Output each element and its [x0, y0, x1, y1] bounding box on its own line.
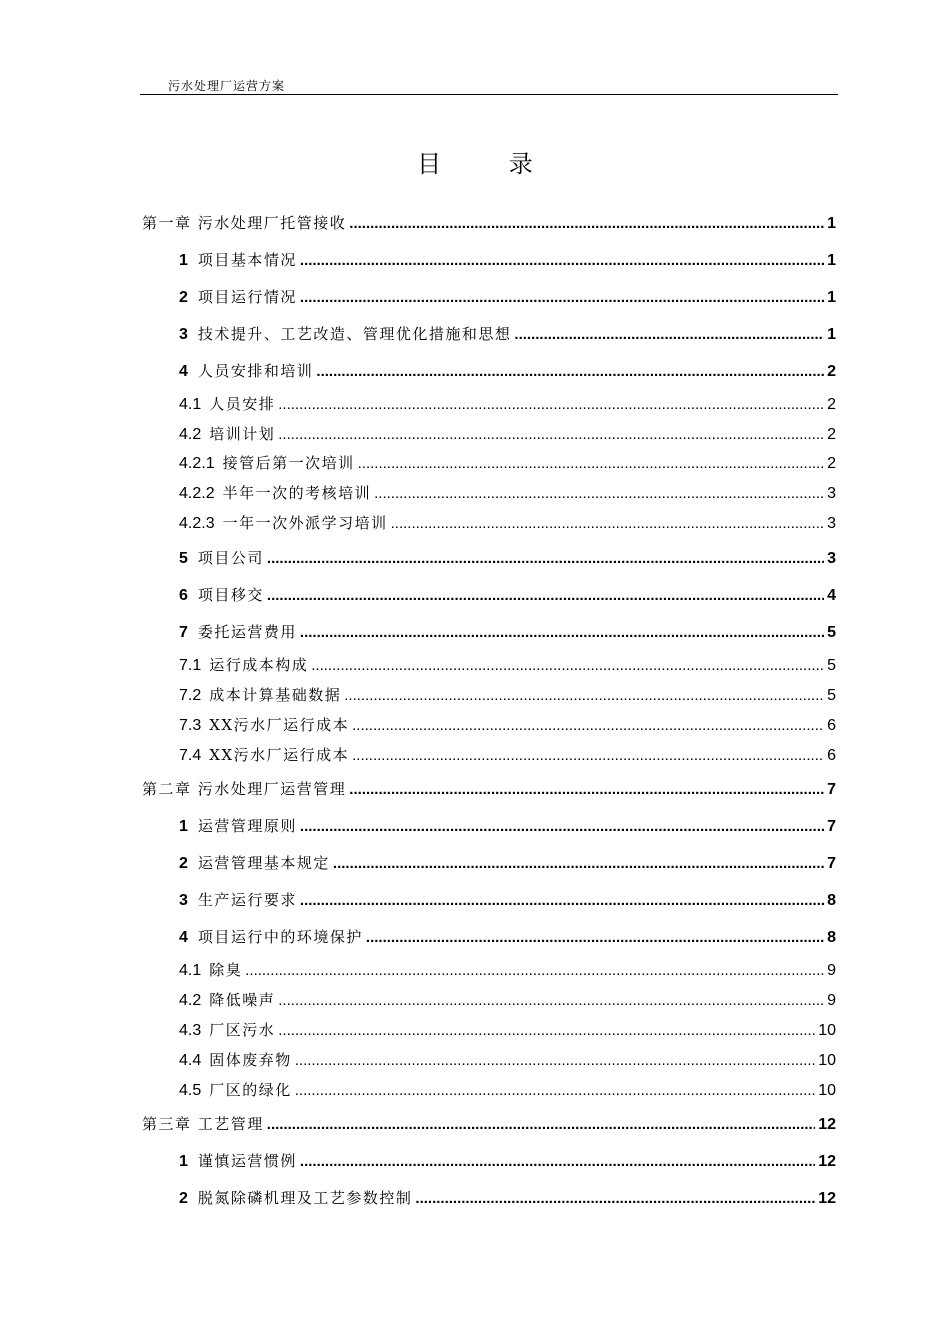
- toc-entry-number: 2: [179, 289, 188, 306]
- toc-entry-label: [179, 547, 264, 570]
- toc-entry-label: [179, 654, 308, 677]
- toc-entry-text: 谨慎运营惯例: [197, 1152, 297, 1170]
- toc-entry-number: 4: [179, 363, 188, 380]
- toc-entry-text: 第三章 工艺管理: [142, 1115, 264, 1133]
- toc-entry-label: [142, 212, 346, 234]
- toc-entry-number: 1: [179, 252, 188, 269]
- toc-entry-number: 4.5: [179, 1082, 202, 1099]
- toc-page-number: 5: [827, 657, 836, 674]
- toc-page-number: 6: [827, 747, 836, 764]
- toc-entry-text: 培训计划: [209, 425, 276, 443]
- toc-entry-text: 降低噪声: [209, 991, 276, 1009]
- toc-page-number: 7: [827, 781, 836, 798]
- toc-leader-dots: [300, 622, 824, 644]
- toc-page-number: 2: [827, 426, 836, 443]
- toc-leader-dots: [278, 394, 824, 416]
- toc-entry[interactable]: [179, 1150, 836, 1172]
- toc-entry-text: 接管后第一次培训: [222, 454, 355, 472]
- toc-entry-label: [179, 1150, 297, 1173]
- toc-page-number: 1: [827, 252, 836, 269]
- toc-entry[interactable]: [179, 1019, 836, 1041]
- toc-entry-number: 1: [179, 1153, 188, 1170]
- toc-entry-number: 4.2.3: [179, 515, 215, 532]
- toc-page-number: 3: [827, 550, 836, 567]
- toc-leader-dots: [300, 250, 824, 272]
- toc-entry-label: [179, 286, 297, 309]
- toc-entry-text: XX污水厂运行成本: [209, 746, 350, 764]
- toc-entry-label: [179, 621, 297, 644]
- toc-entry-label: [179, 815, 297, 838]
- toc-entry-text: 项目运行中的环境保护: [197, 928, 363, 946]
- toc-entry[interactable]: [179, 1187, 836, 1209]
- toc-entry[interactable]: [179, 815, 836, 837]
- toc-entry-text: 运行成本构成: [209, 656, 309, 674]
- toc-entry-text: 人员安排和培训: [197, 362, 314, 380]
- toc-leader-dots: [295, 1050, 815, 1072]
- toc-entry-label: [179, 852, 330, 875]
- toc-page-number: 7: [827, 855, 836, 872]
- toc-page-number: 10: [818, 1022, 836, 1039]
- toc-leader-dots: [352, 715, 824, 737]
- toc-entry-text: 固体废弃物: [209, 1051, 292, 1069]
- toc-page-number: 5: [827, 687, 836, 704]
- toc-entry-text: 一年一次外派学习培训: [222, 514, 388, 532]
- toc-leader-dots: [349, 213, 824, 235]
- toc-entry-number: 4.2: [179, 992, 202, 1009]
- toc-entry-text: 成本计算基础数据: [209, 686, 342, 704]
- toc-entry-label: [179, 714, 349, 737]
- toc-entry-text: 半年一次的考核培训: [222, 484, 372, 502]
- toc-page-number: 1: [827, 215, 836, 232]
- toc-entry-number: 7.3: [179, 717, 202, 734]
- toc-leader-dots: [278, 424, 824, 446]
- toc-leader-dots: [300, 287, 824, 309]
- toc-entry-text: 生产运行要求: [197, 891, 297, 909]
- toc-page-number: 2: [827, 455, 836, 472]
- toc-entry-label: [179, 1019, 275, 1042]
- toc-entry[interactable]: [179, 1079, 836, 1101]
- toc-title: 目 录: [417, 150, 563, 178]
- toc-leader-dots: [358, 453, 824, 475]
- toc-page-number: 8: [827, 929, 836, 946]
- toc-entry-number: 7.2: [179, 687, 202, 704]
- toc-page-number: 7: [827, 818, 836, 835]
- toc-entry-text: 运营管理基本规定: [197, 854, 330, 872]
- toc-leader-dots: [311, 655, 824, 677]
- toc-page-number: 10: [818, 1052, 836, 1069]
- toc-entry-text: 第一章 污水处理厂托管接收: [142, 214, 347, 232]
- toc-leader-dots: [415, 1188, 815, 1210]
- toc-page-number: 12: [818, 1153, 836, 1170]
- toc-entry[interactable]: [179, 547, 836, 569]
- toc-entry-label: [179, 684, 341, 707]
- toc-entry-number: 5: [179, 550, 188, 567]
- header-title: 污水处理厂运营方案: [168, 79, 286, 93]
- toc-entry-text: 厂区污水: [209, 1021, 276, 1039]
- toc-entry[interactable]: [179, 714, 836, 736]
- toc-entry-text: 脱氮除磷机理及工艺参数控制: [197, 1189, 413, 1207]
- toc-entry-text: 厂区的绿化: [209, 1081, 292, 1099]
- toc-entry-number: 4.2: [179, 426, 202, 443]
- toc-entry[interactable]: [142, 1113, 836, 1135]
- toc-leader-dots: [267, 585, 824, 607]
- toc-page-number: 3: [827, 515, 836, 532]
- toc-entry[interactable]: [179, 512, 836, 534]
- toc-entry[interactable]: [179, 852, 836, 874]
- toc-page-number: 1: [827, 326, 836, 343]
- toc-entry-number: 7.1: [179, 657, 202, 674]
- toc-leader-dots: [245, 960, 824, 982]
- toc-leader-dots: [352, 745, 824, 767]
- toc-entry-number: 1: [179, 818, 188, 835]
- toc-entry[interactable]: [179, 584, 836, 606]
- toc-page-number: 8: [827, 892, 836, 909]
- toc-page-number: 4: [827, 587, 836, 604]
- toc-entry-text: XX污水厂运行成本: [209, 716, 350, 734]
- toc-entry-text: 项目运行情况: [197, 288, 297, 306]
- toc-entry-text: 项目基本情况: [197, 251, 297, 269]
- toc-entry-number: 4.4: [179, 1052, 202, 1069]
- toc-entry-number: 3: [179, 326, 188, 343]
- toc-entry-number: 4: [179, 929, 188, 946]
- toc-entry-text: 除臭: [209, 961, 243, 979]
- toc-entry[interactable]: [179, 654, 836, 676]
- toc-leader-dots: [267, 1114, 815, 1136]
- toc-entry[interactable]: [179, 482, 836, 504]
- toc-entry-text: 项目移交: [197, 586, 264, 604]
- toc-entry-text: 运营管理原则: [197, 817, 297, 835]
- toc-entry-number: 2: [179, 855, 188, 872]
- toc-leader-dots: [300, 890, 824, 912]
- toc-entry-label: [179, 249, 297, 272]
- toc-leader-dots: [366, 927, 824, 949]
- toc-leader-dots: [295, 1080, 815, 1102]
- toc-entry-number: 2: [179, 1190, 188, 1207]
- toc-entry-label: [179, 959, 242, 982]
- toc-entry-number: 3: [179, 892, 188, 909]
- toc-entry-text: 第二章 污水处理厂运营管理: [142, 780, 347, 798]
- toc-entry[interactable]: [179, 926, 836, 948]
- toc-entry-number: 4.3: [179, 1022, 202, 1039]
- toc-entry-text: 人员安排: [209, 395, 276, 413]
- toc-leader-dots: [333, 853, 824, 875]
- toc-entry[interactable]: [179, 744, 836, 766]
- toc-page-number: 12: [818, 1116, 836, 1133]
- toc-leader-dots: [278, 990, 824, 1012]
- toc-entry-number: 6: [179, 587, 188, 604]
- toc-entry[interactable]: [179, 286, 836, 308]
- toc-entry-label: [179, 1187, 412, 1210]
- toc-page-number: 10: [818, 1082, 836, 1099]
- toc-leader-dots: [514, 324, 824, 346]
- toc-entry-label: [179, 744, 349, 767]
- toc-entry[interactable]: [179, 959, 836, 981]
- toc-entry[interactable]: [179, 989, 836, 1011]
- toc-entry-number: 7: [179, 624, 188, 641]
- toc-leader-dots: [344, 685, 824, 707]
- toc-entry-number: 4.2.1: [179, 455, 215, 472]
- toc-page-number: 3: [827, 485, 836, 502]
- toc-entry-label: [179, 482, 371, 505]
- toc-entry-label: [179, 926, 363, 949]
- toc-entry[interactable]: [179, 323, 836, 345]
- toc-page-number: 2: [827, 363, 836, 380]
- toc-entry-text: 技术提升、工艺改造、管理优化措施和思想: [197, 325, 512, 343]
- toc-entry[interactable]: [179, 452, 836, 474]
- toc-entry-label: [179, 512, 388, 535]
- toc-entry[interactable]: [179, 1049, 836, 1071]
- toc-entry-label: [179, 889, 297, 912]
- toc-leader-dots: [374, 483, 824, 505]
- toc-entry[interactable]: [179, 889, 836, 911]
- toc-entry-label: [179, 360, 313, 383]
- toc-page-number: 1: [827, 289, 836, 306]
- toc-entry-text: 委托运营费用: [197, 623, 297, 641]
- toc-entry[interactable]: [142, 212, 836, 234]
- toc-leader-dots: [267, 548, 824, 570]
- toc-page-number: 6: [827, 717, 836, 734]
- toc-entry-number: 4.2.2: [179, 485, 215, 502]
- toc-leader-dots: [300, 816, 824, 838]
- toc-leader-dots: [391, 513, 824, 535]
- toc-entry[interactable]: [179, 360, 836, 382]
- toc-entry-label: [179, 1049, 292, 1072]
- toc-entry-label: [142, 1113, 264, 1135]
- toc-page-number: 9: [827, 962, 836, 979]
- toc-entry[interactable]: [179, 621, 836, 643]
- toc-page-number: 9: [827, 992, 836, 1009]
- toc-entry-text: 项目公司: [197, 549, 264, 567]
- toc-entry-label: [179, 989, 275, 1012]
- toc-entry[interactable]: [142, 778, 836, 800]
- toc-page-number: 5: [827, 624, 836, 641]
- toc-page-number: 2: [827, 396, 836, 413]
- toc-entry-number: 4.1: [179, 396, 202, 413]
- toc-page-number: 12: [818, 1190, 836, 1207]
- page-header: [140, 76, 838, 95]
- toc-entry-label: [179, 423, 275, 446]
- toc-entry-label: [179, 393, 275, 416]
- toc-leader-dots: [300, 1151, 815, 1173]
- toc-leader-dots: [349, 779, 824, 801]
- toc-entry[interactable]: [179, 684, 836, 706]
- toc-entry[interactable]: [179, 393, 836, 415]
- toc-entry-label: [179, 584, 264, 607]
- toc-entry-label: [179, 323, 511, 346]
- toc-entry-number: 7.4: [179, 747, 202, 764]
- toc-entry-label: [179, 452, 355, 475]
- toc-entry-label: [179, 1079, 292, 1102]
- toc-entry[interactable]: [179, 249, 836, 271]
- toc-entry-label: [142, 778, 346, 800]
- toc-entry[interactable]: [179, 423, 836, 445]
- toc-leader-dots: [316, 361, 824, 383]
- toc-leader-dots: [278, 1020, 815, 1042]
- toc-entry-number: 4.1: [179, 962, 202, 979]
